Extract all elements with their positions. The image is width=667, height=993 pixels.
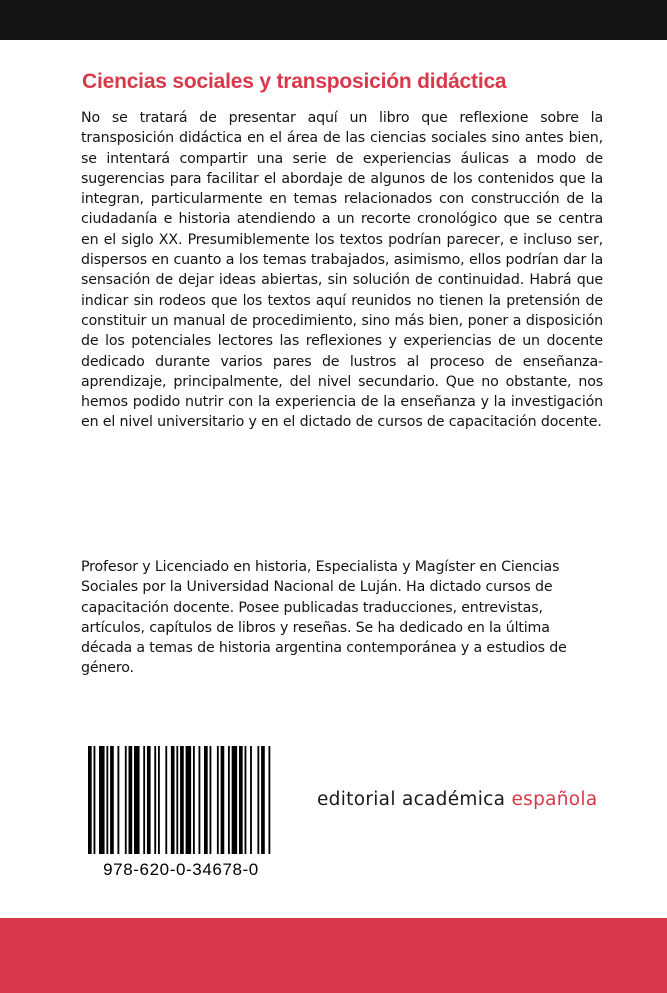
bottom-bar	[0, 918, 667, 993]
isbn-number: 978-620-0-34678-0	[103, 860, 259, 879]
book-description: No se tratará de presentar aquí un libro que reflexione sobre la transposición didáctica en el área de las ciencias sociales sino antes bien, se intentará compartir una serie de experiencias áulicas a modo de sugerencias para facilitar el abordaje de algunos de los contenidos que la integran, particularmente en temas relacionados con construcción de la ciudadanía e historia atendiendo a un recorte cronológico que se centra en el siglo XX. Presumiblemente los textos podrían parecer, e incluso ser, dispersos en cuanto a los temas trabajados, asimismo, ellos podrían dar la sensación de dejar ideas abiertas, sin solución de continuidad. Habrá que indicar sin rodeos que los textos aquí reunidos no tienen la pretensión de constituir un manual de procedimiento, sino más bien, poner a disposición de los potenciales lectores las reflexiones y experiencias de un docente dedicado durante varios pares de lustros al proceso de enseñanza-aprendizaje, principalmente, del nivel secundario. Que no obstante, nos hemos podido nutrir con la experiencia de la enseñanza y la investigación en el nivel universitario y en el dictado de cursos de capacitación docente.	[81, 110, 603, 431]
top-bar	[0, 0, 667, 40]
publisher-name: editorial académica	[317, 789, 512, 810]
isbn-barcode	[78, 736, 284, 884]
publisher-logo	[317, 789, 598, 810]
author-bio: Profesor y Licenciado en historia, Especialista y Magíster en Ciencias Sociales por la Universidad Nacional de Luján. Ha dictado cursos de capacitación docente. Posee publicadas traducciones, entrevistas, artículos, capítulos de libros y reseñas. Se ha dedicado en la última década a temas de historia argentina contemporánea y a estudios de género.	[81, 559, 567, 677]
publisher-name-accent: española	[511, 789, 598, 810]
book-title: Ciencias sociales y transposición didáctica	[82, 70, 507, 93]
barcode-icon	[88, 746, 274, 854]
